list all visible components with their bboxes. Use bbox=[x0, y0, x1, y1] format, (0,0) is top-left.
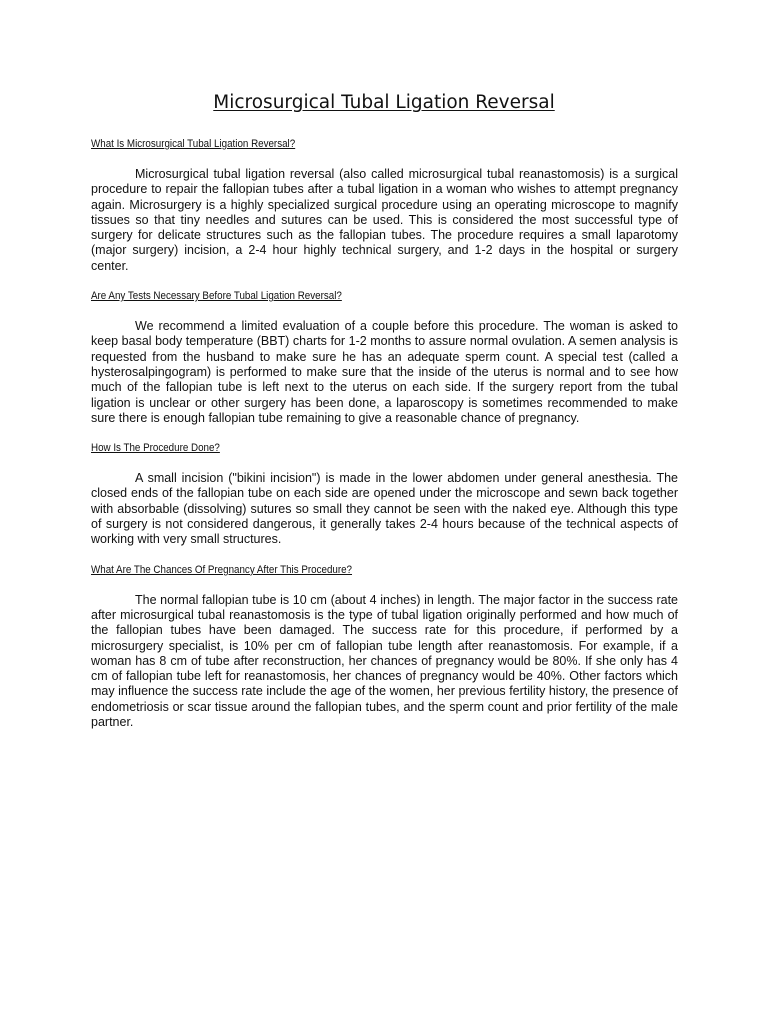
section-paragraph: We recommend a limited evaluation of a couple before this procedure. The woman is asked to keep basal body temperature (BBT) charts for 1-2 months to assure normal ovulation. A semen analysis is requested from the husband to make sure he has an adequate sperm count. A special test (called a hysterosalpingogram) is performed to make sure that the inside of the uterus is normal and to see how much of the fallopian tube is left next to the uterus on each side. If the surgery report from the tubal ligation is unclear or other surgery has been done, a laparoscopy is sometimes recommended to make sure there is enough fallopian tube remaining to give a reasonable chance of pregnancy. bbox=[91, 319, 678, 425]
section-heading: What Are The Chances Of Pregnancy After This Procedure? bbox=[91, 563, 353, 576]
section-heading: Are Any Tests Necessary Before Tubal Ligation Reversal? bbox=[91, 290, 342, 303]
section-chances bbox=[91, 564, 678, 731]
section-paragraph: The normal fallopian tube is 10 cm (about 4 inches) in length. The major factor in the success rate after microsurgical tubal reanastomosis is the type of tubal ligation originally performed and how much of the fallopian tubes have been damaged. The success rate for this procedure, if performed by a microsurgery specialist, is 10% per cm of fallopian tube length after reanastomosis. For example, if a woman has 8 cm of tube after reconstruction, her chances of pregnancy would be 80%. If she only has 4 cm of fallopian tube left for reanastomosis, her chances of pregnancy would be 40%. Other factors which may influence the success rate include the age of the women, her previous fertility history, the presence of endometriosis or scar tissue around the fallopian tubes, and the sperm count and prior fertility of the male partner. bbox=[91, 592, 678, 730]
section-paragraph: Microsurgical tubal ligation reversal (also called microsurgical tubal reanastomosis) is a surgical procedure to repair the fallopian tubes after a tubal ligation in a woman who wishes to attempt pregnancy again. Microsurgery is a highly specialized surgical procedure using an operating microscope to magnify tissues so that tiny needles and sutures can be used. This is considered the most successful type of surgery for delicate structures such as the fallopian tubes. The procedure requires a small laparotomy (major surgery) incision, a 2-4 hour highly technical surgery, and 1-2 days in the hospital or surgery center. bbox=[91, 167, 678, 273]
page-title: Microsurgical Tubal Ligation Reversal bbox=[213, 92, 555, 113]
section-heading: How Is The Procedure Done? bbox=[91, 442, 220, 455]
section-heading: What Is Microsurgical Tubal Ligation Reversal? bbox=[91, 138, 296, 150]
section-procedure bbox=[91, 442, 678, 547]
section-what-is bbox=[91, 138, 678, 274]
section-paragraph: A small incision ("bikini incision") is made in the lower abdomen under general anesthesia. The closed ends of the fallopian tube on each side are opened under the microscope and sewn back together with absorbable (dissolving) sutures so small they cannot be seen with the naked eye. Although this type of surgery is not considered dangerous, it generally takes 2-4 hours because of the technical aspects of working with very small structures. bbox=[91, 471, 678, 547]
section-tests bbox=[91, 290, 678, 426]
document-body bbox=[91, 138, 678, 746]
